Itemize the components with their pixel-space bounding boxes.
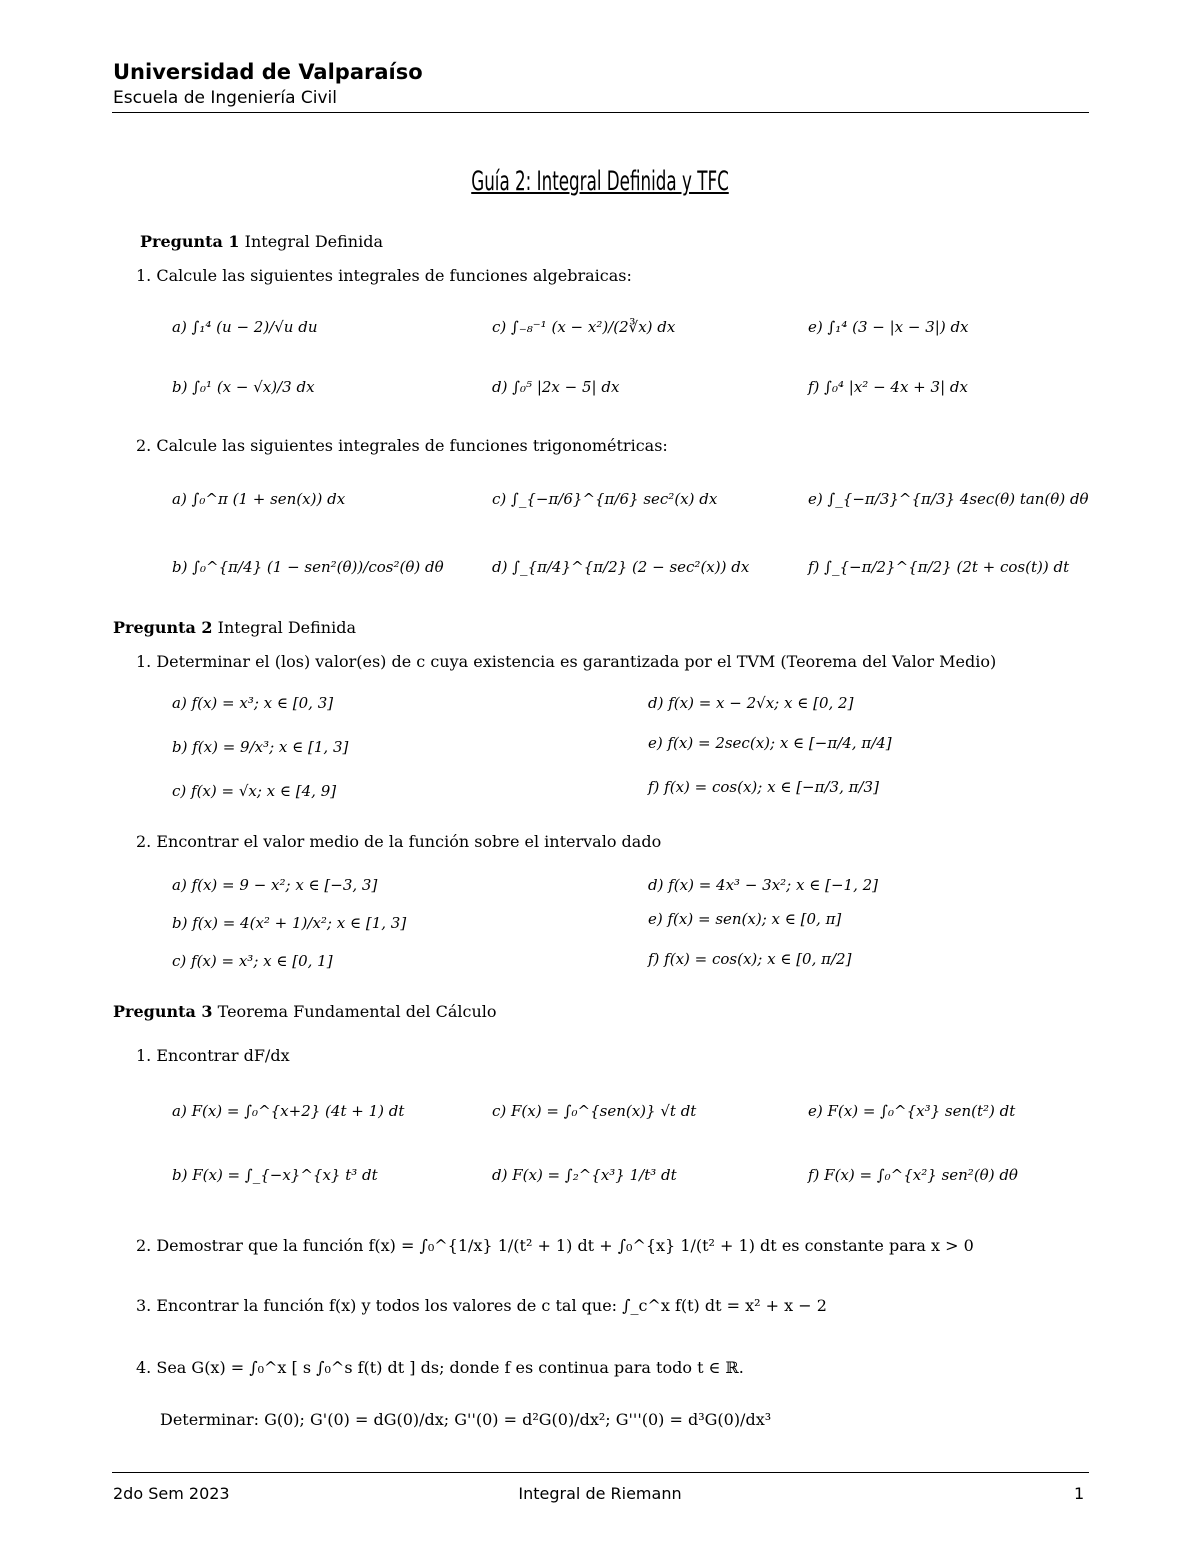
q1-1c: c) ∫₋₈⁻¹ (x − x²)/(2∛x) dx — [492, 318, 676, 336]
footer-semester: 2do Sem 2023 — [113, 1484, 230, 1503]
q1-instruction-2: 2. Calcule las siguientes integrales de funciones trigonométricas: — [136, 436, 668, 455]
footer-rule — [112, 1472, 1089, 1473]
q2-1b: b) f(x) = 9/x³; x ∈ [1, 3] — [172, 738, 349, 756]
header-rule — [112, 112, 1089, 113]
question-1-number: Pregunta 1 — [140, 232, 240, 251]
q2-instruction-2: 2. Encontrar el valor medio de la función sobre el intervalo dado — [136, 832, 662, 851]
q1-instruction-1: 1. Calcule las siguientes integrales de funciones algebraicas: — [136, 266, 632, 285]
q1-1b: b) ∫₀¹ (x − √x)/3 dx — [172, 378, 315, 396]
question-1-heading — [140, 232, 383, 251]
q2-1c: c) f(x) = √x; x ∈ [4, 9] — [172, 782, 337, 800]
q2-instruction-1: 1. Determinar el (los) valor(es) de c cuya existencia es garantizada por el TVM (Teorema del Valor Medio) — [136, 652, 997, 671]
q1-1e: e) ∫₁⁴ (3 − |x − 3|) dx — [808, 318, 969, 336]
question-3-topic: Teorema Fundamental del Cálculo — [217, 1002, 497, 1021]
school-name: Escuela de Ingeniería Civil — [113, 88, 338, 108]
q1-2d: d) ∫_{π/4}^{π/2} (2 − sec²(x)) dx — [492, 558, 750, 576]
q3-1e: e) F(x) = ∫₀^{x³} sen(t²) dt — [808, 1102, 1016, 1120]
q2-1a: a) f(x) = x³; x ∈ [0, 3] — [172, 694, 334, 712]
q2-1e: e) f(x) = 2sec(x); x ∈ [−π/4, π/4] — [648, 734, 892, 752]
question-2-topic: Integral Definida — [217, 618, 356, 637]
q2-1d: d) f(x) = x − 2√x; x ∈ [0, 2] — [648, 694, 854, 712]
q3-1c: c) F(x) = ∫₀^{sen(x)} √t dt — [492, 1102, 697, 1120]
q2-2f: f) f(x) = cos(x); x ∈ [0, π/2] — [648, 950, 852, 968]
q1-2e: e) ∫_{−π/3}^{π/3} 4sec(θ) tan(θ) dθ — [808, 490, 1089, 508]
q2-2e: e) f(x) = sen(x); x ∈ [0, π] — [648, 910, 842, 928]
q3-1f: f) F(x) = ∫₀^{x²} sen²(θ) dθ — [808, 1166, 1018, 1184]
university-name: Universidad de Valparaíso — [113, 60, 423, 84]
q3-instruction-1: 1. Encontrar dF/dx — [136, 1046, 290, 1065]
question-3-heading — [113, 1002, 497, 1021]
question-3-number: Pregunta 3 — [113, 1002, 213, 1021]
question-2-heading — [113, 618, 356, 637]
q3-1d: d) F(x) = ∫₂^{x³} 1/t³ dt — [492, 1166, 677, 1184]
q3-instruction-3: 3. Encontrar la función f(x) y todos los valores de c tal que: ∫_c^x f(t) dt = x² + x − 2 — [136, 1296, 827, 1315]
q2-1f: f) f(x) = cos(x); x ∈ [−π/3, π/3] — [648, 778, 879, 796]
q3-1b: b) F(x) = ∫_{−x}^{x} t³ dt — [172, 1166, 378, 1184]
q2-2b: b) f(x) = 4(x² + 1)/x²; x ∈ [1, 3] — [172, 914, 407, 932]
q1-2b: b) ∫₀^{π/4} (1 − sen²(θ))/cos²(θ) dθ — [172, 558, 444, 576]
q2-2a: a) f(x) = 9 − x²; x ∈ [−3, 3] — [172, 876, 378, 894]
footer-course: Integral de Riemann — [518, 1484, 682, 1503]
q3-instruction-4: 4. Sea G(x) = ∫₀^x [ s ∫₀^s f(t) dt ] ds; donde f es continua para todo t ∈ ℝ. — [136, 1358, 744, 1377]
page-number: 1 — [1074, 1484, 1085, 1503]
q3-instruction-2: 2. Demostrar que la función f(x) = ∫₀^{1/x} 1/(t² + 1) dt + ∫₀^{x} 1/(t² + 1) dt es constante para x > 0 — [136, 1236, 974, 1255]
q3-instruction-4-determine: Determinar: G(0); G'(0) = dG(0)/dx; G''(0) = d²G(0)/dx²; G'''(0) = d³G(0)/dx³ — [160, 1410, 772, 1429]
question-2-number: Pregunta 2 — [113, 618, 213, 637]
document-title: Guía 2: Integral Definida y TFC — [471, 166, 729, 197]
q1-1a: a) ∫₁⁴ (u − 2)/√u du — [172, 318, 318, 336]
q1-1f: f) ∫₀⁴ |x² − 4x + 3| dx — [808, 378, 968, 396]
q1-2f: f) ∫_{−π/2}^{π/2} (2t + cos(t)) dt — [808, 558, 1070, 576]
q3-1a: a) F(x) = ∫₀^{x+2} (4t + 1) dt — [172, 1102, 405, 1120]
q1-2c: c) ∫_{−π/6}^{π/6} sec²(x) dx — [492, 490, 718, 508]
question-1-topic: Integral Definida — [244, 232, 383, 251]
q2-2d: d) f(x) = 4x³ − 3x²; x ∈ [−1, 2] — [648, 876, 878, 894]
q1-2a: a) ∫₀^π (1 + sen(x)) dx — [172, 490, 346, 508]
q2-2c: c) f(x) = x³; x ∈ [0, 1] — [172, 952, 333, 970]
q1-1d: d) ∫₀⁵ |2x − 5| dx — [492, 378, 620, 396]
